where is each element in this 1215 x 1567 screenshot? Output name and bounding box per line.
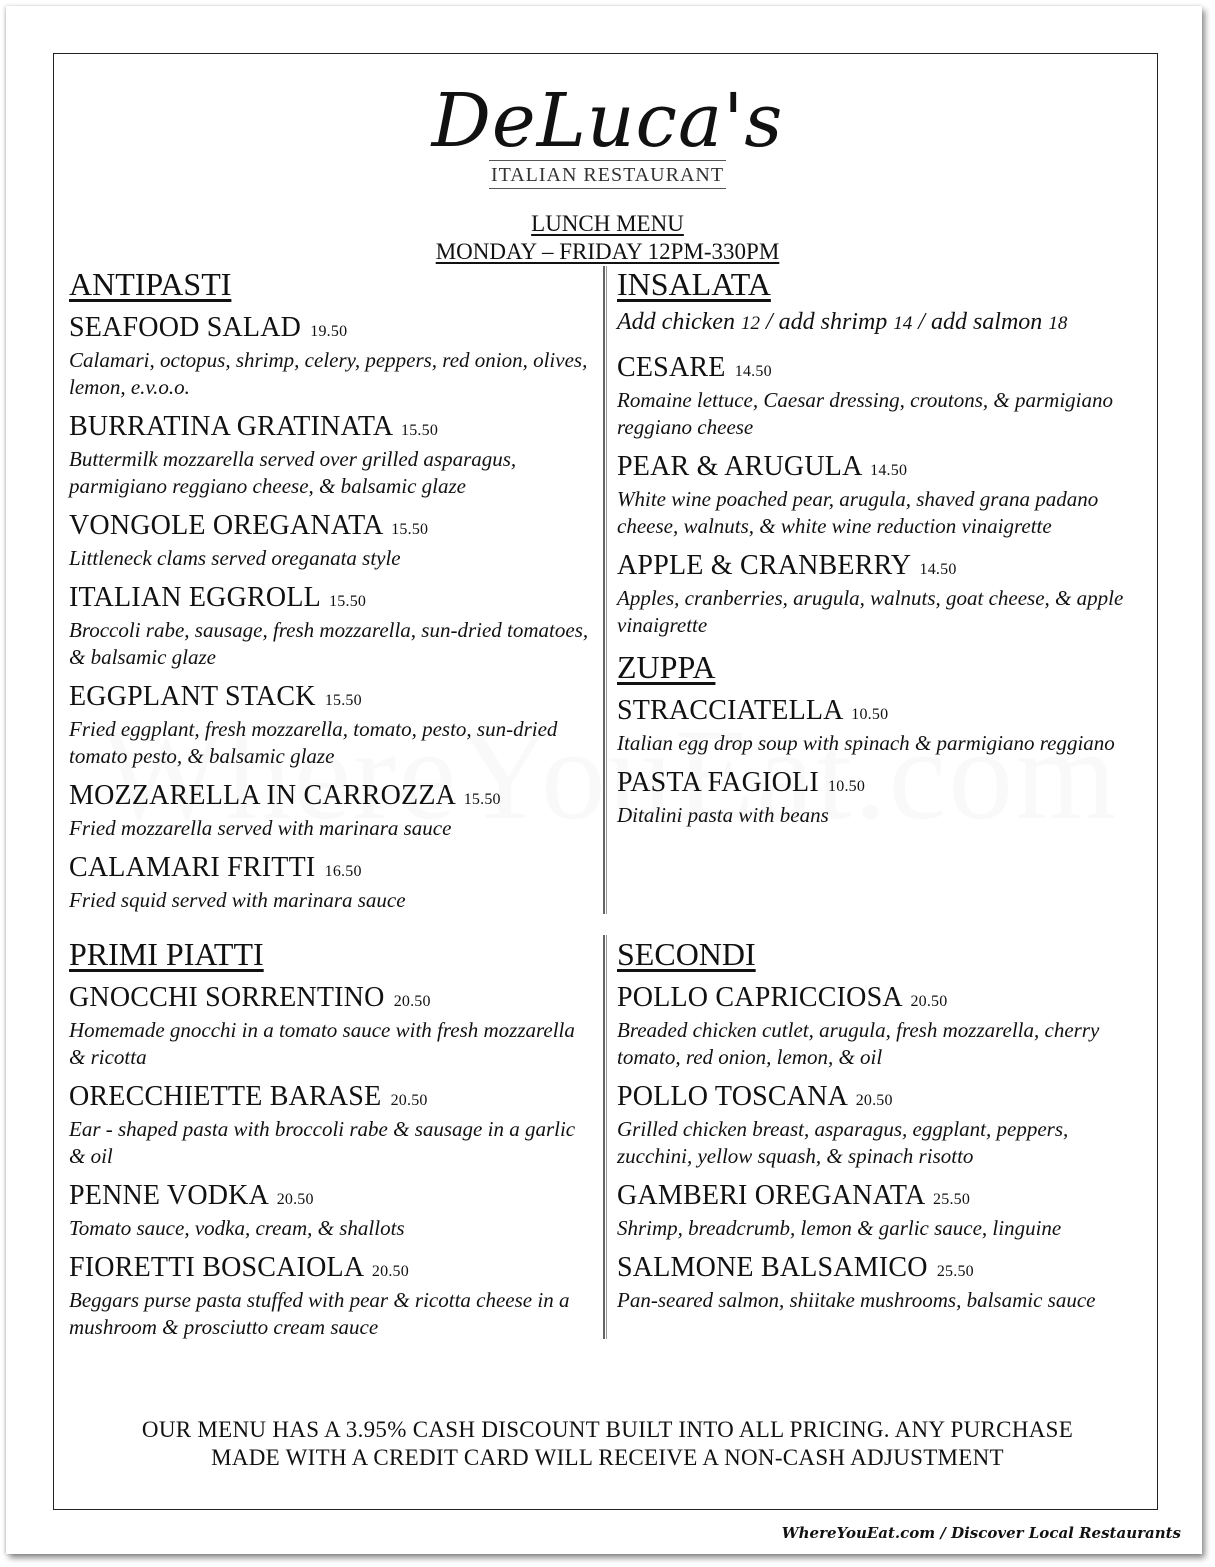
menu-item-description: Tomato sauce, vodka, cream, & shallots (69, 1216, 405, 1240)
menu-hours: MONDAY – FRIDAY 12PM-330PM (435, 239, 780, 264)
menu-item-price: 25.50 (933, 1191, 971, 1208)
menu-item (69, 780, 594, 842)
menu-item-name: STRACCIATELLA (617, 695, 843, 726)
menu-item-price: 10.50 (828, 778, 866, 795)
addon-salmon-price: 18 (1048, 313, 1068, 334)
menu-item-description: Littleneck clams served oreganata style (69, 546, 401, 570)
menu-item-header (69, 582, 594, 617)
menu-item-header (617, 1252, 1147, 1287)
item-list-zuppa (617, 695, 1147, 829)
menu-item (617, 550, 1147, 639)
menu-item-header (617, 982, 1147, 1017)
menu-item-price: 25.50 (936, 1263, 974, 1280)
menu-item (617, 451, 1147, 540)
menu-item (617, 1180, 1147, 1242)
menu-item (617, 982, 1147, 1071)
menu-item-name: APPLE & CRANBERRY (617, 550, 911, 581)
section-title: SECONDI (617, 936, 756, 972)
menu-item-name: POLLO TOSCANA (617, 1081, 847, 1112)
menu-item-name: ITALIAN EGGROLL (69, 582, 320, 613)
menu-item (617, 1081, 1147, 1170)
menu-item (69, 1252, 594, 1341)
insalata-addons (617, 308, 1147, 338)
menu-item-name: PEAR & ARUGULA (617, 451, 861, 482)
menu-item-description: Broccoli rabe, sausage, fresh mozzarella, sun-dried tomatoes, & balsamic glaze (69, 618, 589, 669)
column-divider-top (603, 266, 607, 914)
menu-item (69, 582, 594, 671)
menu-item-description: Ear - shaped pasta with broccoli rabe & sausage in a garlic & oil (69, 1117, 576, 1168)
menu-item-name: BURRATINA GRATINATA (69, 411, 392, 442)
menu-item-description: Breaded chicken cutlet, arugula, fresh mozzarella, cherry tomato, red onion, lemon, & oil (617, 1018, 1100, 1069)
menu-item (69, 411, 594, 500)
menu-item (69, 312, 594, 401)
item-list (617, 982, 1147, 1314)
menu-item-description: Buttermilk mozzarella served over grilled asparagus, parmigiano reggiano cheese, & balsamic glaze (69, 447, 517, 498)
addon-shrimp-label: / add shrimp (765, 309, 888, 335)
section-antipasti (69, 266, 594, 924)
menu-item-price: 20.50 (855, 1092, 893, 1109)
menu-item-header (617, 352, 1147, 387)
menu-item-description: Italian egg drop soup with spinach & parmigiano reggiano (617, 731, 1115, 755)
menu-item (617, 1252, 1147, 1314)
menu-item-header (617, 695, 1147, 730)
menu-item-header (69, 681, 594, 716)
menu-item-name: FIORETTI BOSCAIOLA (69, 1252, 363, 1283)
menu-item (69, 852, 594, 914)
menu-item (69, 510, 594, 572)
restaurant-subtitle: ITALIAN RESTAURANT (490, 164, 725, 186)
menu-item-header (617, 1081, 1147, 1116)
menu-item (69, 681, 594, 770)
section-insalata-zuppa (617, 266, 1147, 839)
menu-item-header (617, 1180, 1147, 1215)
logo-subtitle-rule (489, 160, 726, 189)
menu-item (617, 695, 1147, 757)
column-divider-bottom (603, 935, 607, 1339)
menu-item-price: 20.50 (390, 1092, 428, 1109)
menu-item-header (69, 510, 594, 545)
menu-item-price: 15.50 (401, 422, 439, 439)
menu-item-price: 16.50 (324, 863, 362, 880)
menu-item-header (69, 312, 594, 347)
menu-item (69, 1081, 594, 1170)
menu-item-description: Fried mozzarella served with marinara sauce (69, 816, 452, 840)
menu-item-header (69, 411, 594, 446)
menu-item-description: Romaine lettuce, Caesar dressing, croutons, & parmigiano reggiano cheese (617, 388, 1113, 439)
menu-heading (0, 210, 1215, 266)
menu-item-name: EGGPLANT STACK (69, 681, 316, 712)
menu-item-price: 20.50 (393, 993, 431, 1010)
menu-item-price: 20.50 (910, 993, 948, 1010)
section-title-zuppa: ZUPPA (617, 649, 716, 685)
restaurant-name: DeLuca's (431, 78, 784, 164)
menu-item-price: 14.50 (734, 363, 772, 380)
menu-item-header (69, 1081, 594, 1116)
menu-item (69, 1180, 594, 1242)
menu-item-name: ORECCHIETTE BARASE (69, 1081, 382, 1112)
source-credit-link[interactable]: WhereYouEat.com / Discover Local Restaurants (781, 1524, 1181, 1542)
menu-item-description: Grilled chicken breast, asparagus, eggplant, peppers, zucchini, yellow squash, & spinach risotto (617, 1117, 1069, 1168)
restaurant-logo (0, 78, 1215, 189)
section-secondi (617, 936, 1147, 1324)
menu-item-name: VONGOLE OREGANATA (69, 510, 383, 541)
menu-item-description: Calamari, octopus, shrimp, celery, peppers, red onion, olives, lemon, e.v.o.o. (69, 348, 588, 399)
menu-item-price: 14.50 (919, 561, 957, 578)
menu-item-price: 10.50 (851, 706, 889, 723)
menu-item (617, 767, 1147, 829)
menu-item-name: SEAFOOD SALAD (69, 312, 302, 343)
notice-line-2: MADE WITH A CREDIT CARD WILL RECEIVE A NON-CASH ADJUSTMENT (211, 1445, 1004, 1470)
notice-line-1: OUR MENU HAS A 3.95% CASH DISCOUNT BUILT INTO ALL PRICING. ANY PURCHASE (141, 1417, 1074, 1442)
menu-title: LUNCH MENU (531, 211, 684, 236)
menu-item-name: GAMBERI OREGANATA (617, 1180, 924, 1211)
item-list-insalata (617, 352, 1147, 639)
menu-item-header (69, 780, 594, 815)
menu-item-price: 15.50 (329, 593, 367, 610)
menu-item-price: 20.50 (276, 1191, 314, 1208)
menu-item-price: 20.50 (371, 1263, 409, 1280)
menu-item-header (617, 550, 1147, 585)
section-title: ANTIPASTI (69, 266, 232, 302)
item-list (69, 312, 594, 914)
menu-item-header (69, 982, 594, 1017)
menu-item-name: SALMONE BALSAMICO (617, 1252, 928, 1283)
menu-item-header (617, 451, 1147, 486)
menu-item-name: CESARE (617, 352, 726, 383)
menu-item-description: Fried eggplant, fresh mozzarella, tomato, pesto, sun-dried tomato pesto, & balsamic glaze (69, 717, 558, 768)
menu-item-name: PENNE VODKA (69, 1180, 268, 1211)
menu-item-header (69, 1252, 594, 1287)
addon-chicken-price: 12 (740, 313, 760, 334)
addon-chicken-label: Add chicken (617, 309, 735, 335)
menu-item-description: Shrimp, breadcrumb, lemon & garlic sauce, linguine (617, 1216, 1062, 1240)
menu-item-name: PASTA FAGIOLI (617, 767, 819, 798)
menu-item-header (69, 852, 594, 887)
menu-item-description: Apples, cranberries, arugula, walnuts, goat cheese, & apple vinaigrette (617, 586, 1124, 637)
menu-item-description: Ditalini pasta with beans (617, 803, 829, 827)
section-primi-piatti (69, 936, 594, 1351)
menu-item-name: CALAMARI FRITTI (69, 852, 316, 883)
menu-item-name: POLLO CAPRICCIOSA (617, 982, 902, 1013)
menu-item-description: Fried squid served with marinara sauce (69, 888, 406, 912)
section-title: PRIMI PIATTI (69, 936, 264, 972)
menu-item-description: Beggars purse pasta stuffed with pear & ricotta cheese in a mushroom & prosciutto cream sauce (69, 1288, 570, 1339)
menu-item-price: 15.50 (463, 791, 501, 808)
menu-item-description: White wine poached pear, arugula, shaved grana padano cheese, walnuts, & white wine reduction vinaigrette (617, 487, 1099, 538)
menu-item-price: 19.50 (310, 323, 348, 340)
menu-item (617, 352, 1147, 441)
menu-item-description: Homemade gnocchi in a tomato sauce with fresh mozzarella & ricotta (69, 1018, 575, 1069)
section-title-insalata: INSALATA (617, 266, 771, 302)
menu-item-header (69, 1180, 594, 1215)
addon-shrimp-price: 14 (893, 313, 913, 334)
menu-item (69, 982, 594, 1071)
menu-item-description: Pan-seared salmon, shiitake mushrooms, balsamic sauce (617, 1288, 1096, 1312)
menu-item-header (617, 767, 1147, 802)
menu-item-name: MOZZARELLA IN CARROZZA (69, 780, 455, 811)
addon-salmon-label: / add salmon (918, 309, 1043, 335)
cash-discount-notice (60, 1416, 1155, 1472)
menu-item-price: 15.50 (324, 692, 362, 709)
item-list (69, 982, 594, 1341)
menu-item-price: 14.50 (870, 462, 908, 479)
menu-item-name: GNOCCHI SORRENTINO (69, 982, 385, 1013)
menu-item-price: 15.50 (391, 521, 429, 538)
